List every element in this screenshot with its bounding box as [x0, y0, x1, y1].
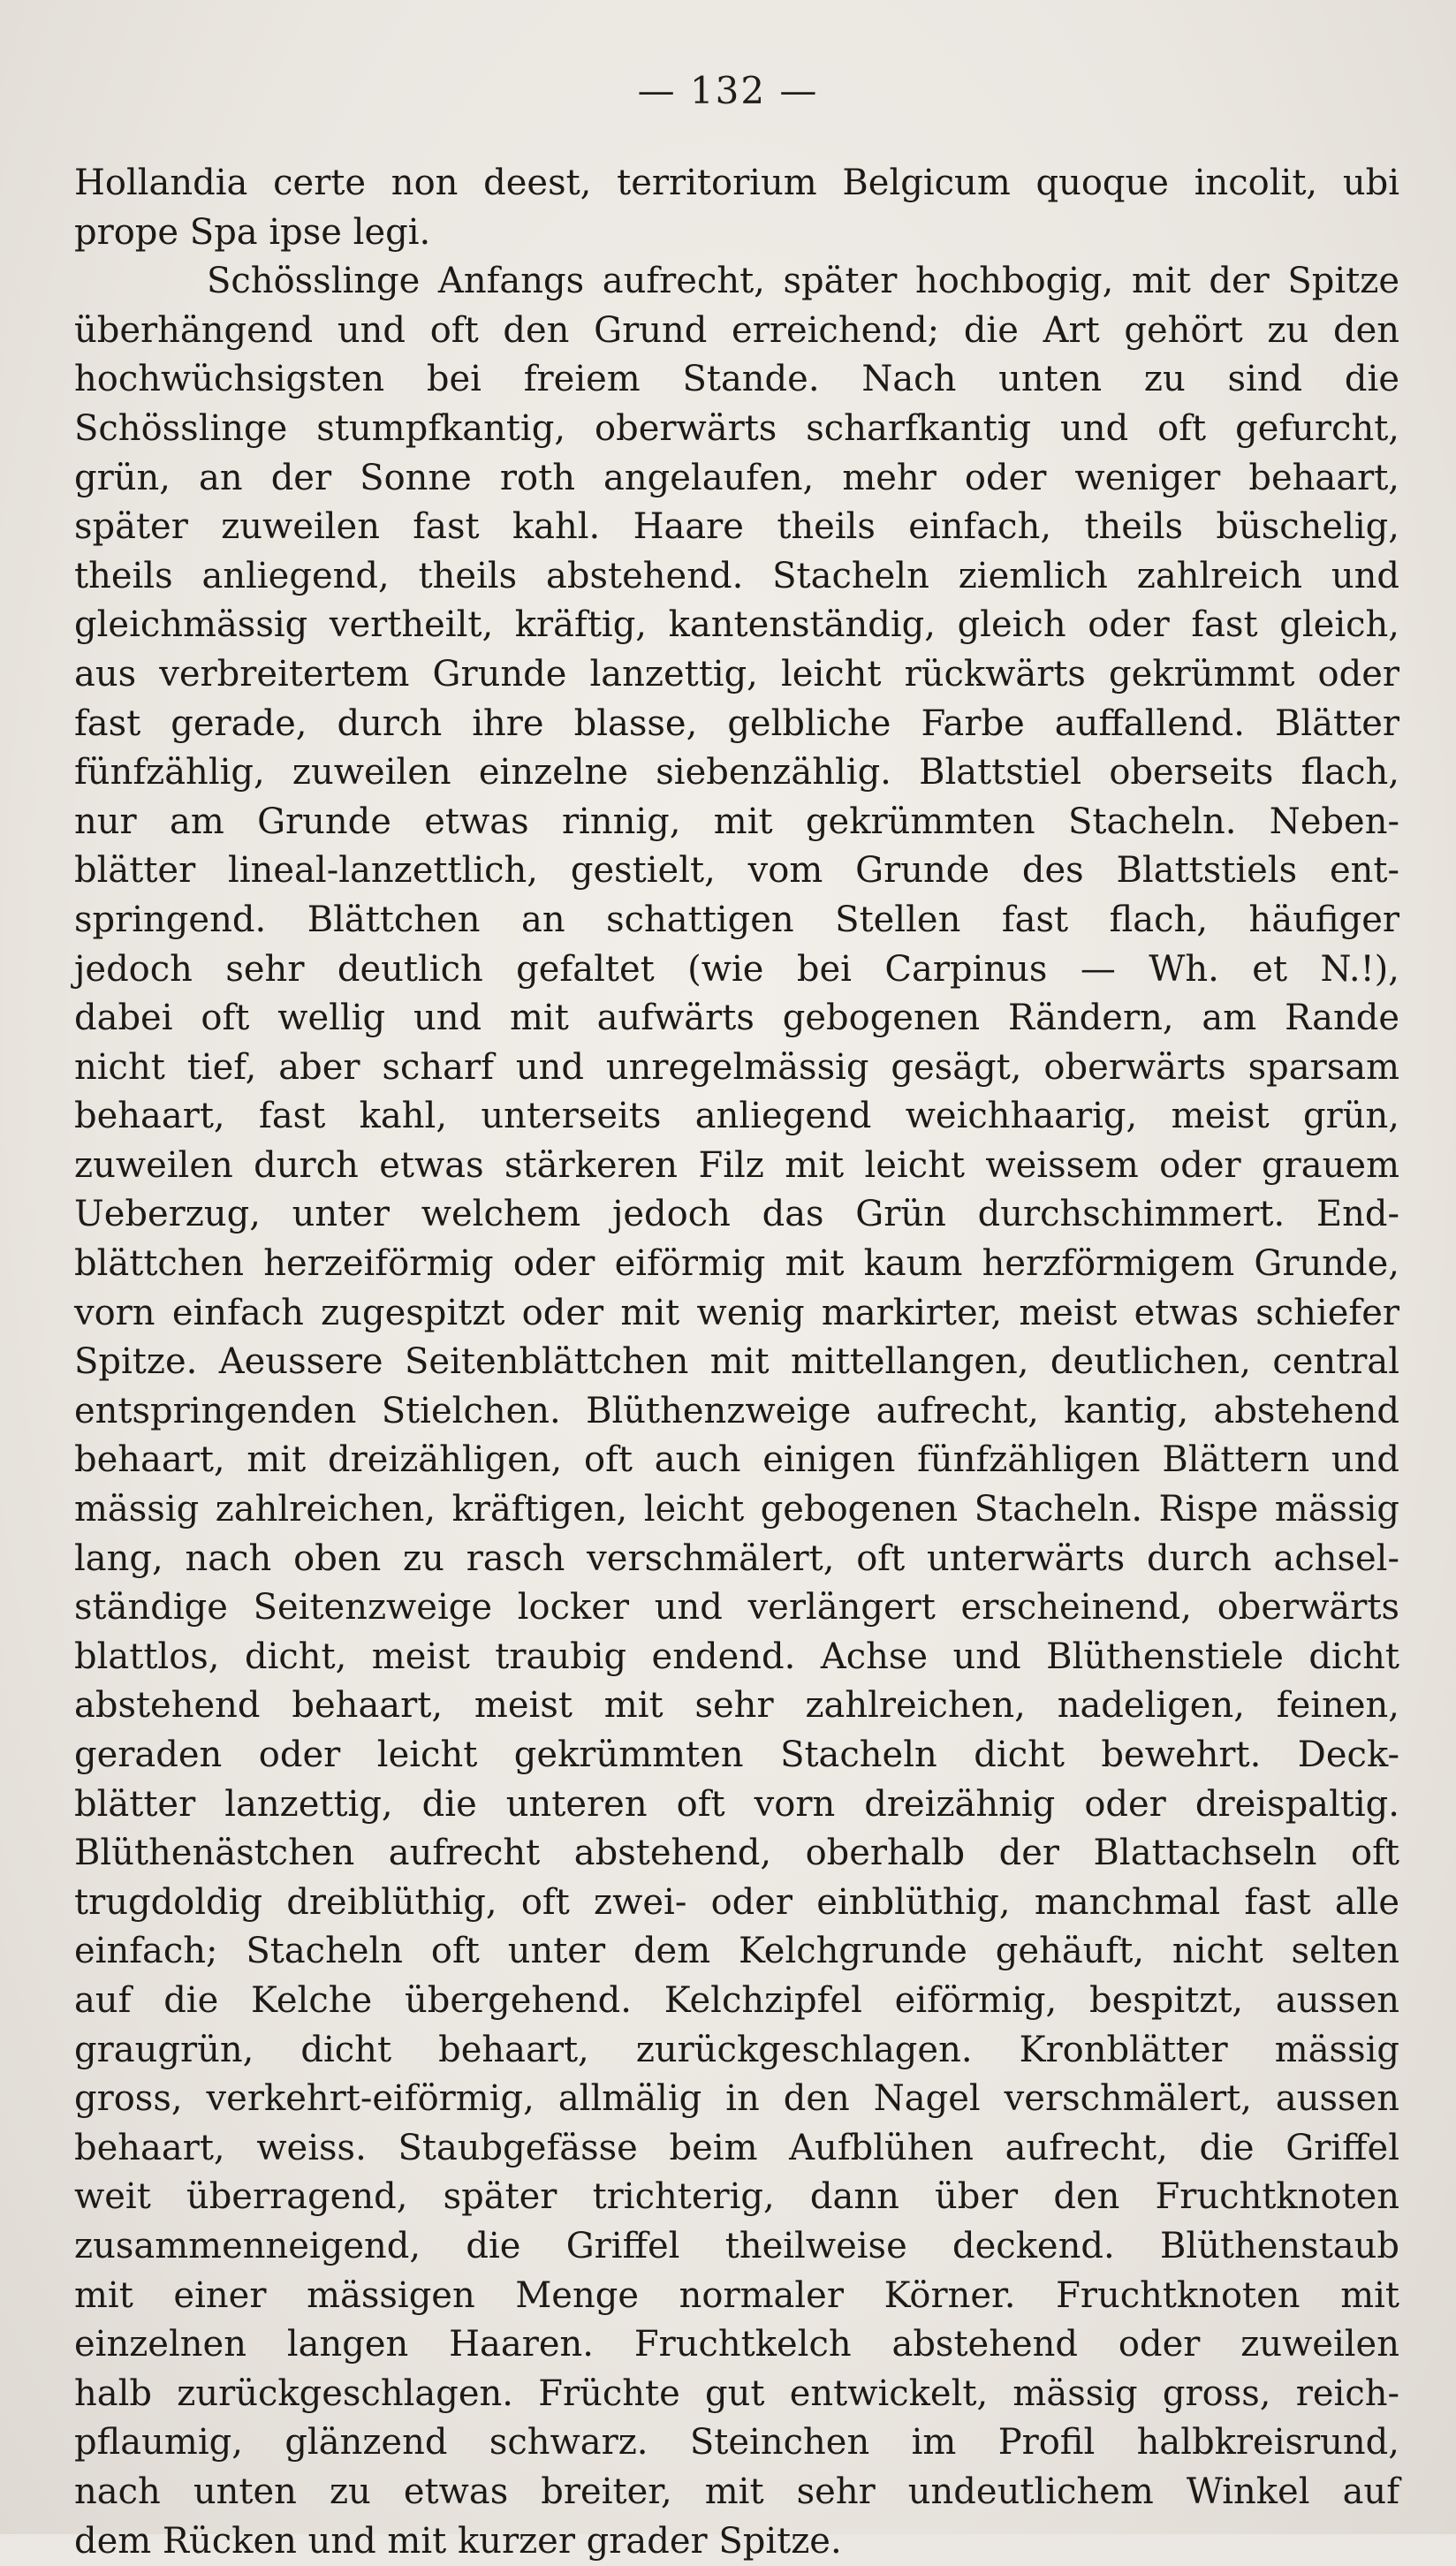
text-line: dabei oft wellig und mit aufwärts gebogenen Rändern, am Rande: [74, 994, 1399, 1044]
text-line: mit einer mässigen Menge normaler Körner. Fruchtknoten mit: [74, 2272, 1399, 2321]
text-line: zuweilen durch etwas stärkeren Filz mit leicht weissem oder grauem: [74, 1142, 1399, 1191]
text-line: auf die Kelche übergehend. Kelchzipfel eiförmig, bespitzt, aussen: [74, 1977, 1399, 2026]
text-line: überhängend und oft den Grund erreichend; die Art gehört zu den: [74, 307, 1399, 356]
text-line: graugrün, dicht behaart, zurückgeschlagen. Kronblätter mässig: [74, 2026, 1399, 2076]
text-line: abstehend behaart, meist mit sehr zahlreichen, nadeligen, feinen,: [74, 1682, 1399, 1731]
text-line: nicht tief, aber scharf und unregelmässig gesägt, oberwärts sparsam: [74, 1044, 1399, 1093]
text-line: Hollandia certe non deest, territorium Belgicum quoque incolit, ubi: [74, 159, 1399, 209]
text-line: behaart, fast kahl, unterseits anliegend weichhaarig, meist grün,: [74, 1092, 1399, 1142]
text-line: nach unten zu etwas breiter, mit sehr undeutlichem Winkel auf: [74, 2468, 1399, 2517]
text-line: jedoch sehr deutlich gefaltet (wie bei Carpinus — Wh. et N.!),: [74, 945, 1399, 995]
text-line: dem Rücken und mit kurzer grader Spitze.: [74, 2517, 1399, 2566]
text-line: gleichmässig vertheilt, kräftig, kantenständig, gleich oder fast gleich,: [74, 601, 1399, 650]
text-line: grün, an der Sonne roth angelaufen, mehr oder weniger behaart,: [74, 454, 1399, 504]
text-line: aus verbreitertem Grunde lanzettig, leicht rückwärts gekrümmt oder: [74, 650, 1399, 700]
text-line: einfach; Stacheln oft unter dem Kelchgrunde gehäuft, nicht selten: [74, 1927, 1399, 1977]
text-line: Schösslinge stumpfkantig, oberwärts scharfkantig und oft gefurcht,: [74, 405, 1399, 454]
text-line: entspringenden Stielchen. Blüthenzweige aufrecht, kantig, abstehend: [74, 1387, 1399, 1437]
text-line: geraden oder leicht gekrümmten Stacheln dicht bewehrt. Deck-: [74, 1731, 1399, 1780]
text-line: trugdoldig dreiblüthig, oft zwei- oder einblüthig, manchmal fast alle: [74, 1879, 1399, 1928]
text-line: nur am Grunde etwas rinnig, mit gekrümmten Stacheln. Neben-: [74, 798, 1399, 847]
text-line: behaart, weiss. Staubgefässe beim Aufblühen aufrecht, die Griffel: [74, 2124, 1399, 2174]
text-line: prope Spa ipse legi.: [74, 209, 1399, 258]
text-line: weit überragend, später trichterig, dann über den Fruchtknoten: [74, 2173, 1399, 2222]
text-line: ständige Seitenzweige locker und verlängert erscheinend, oberwärts: [74, 1583, 1399, 1633]
text-line: mässig zahlreichen, kräftigen, leicht gebogenen Stacheln. Rispe mässig: [74, 1485, 1399, 1535]
text-line: Schösslinge Anfangs aufrecht, später hochbogig, mit der Spitze: [74, 257, 1399, 307]
text-line: theils anliegend, theils abstehend. Stacheln ziemlich zahlreich und: [74, 552, 1399, 602]
text-line: pflaumig, glänzend schwarz. Steinchen im Profil halbkreisrund,: [74, 2418, 1399, 2468]
text-line: später zuweilen fast kahl. Haare theils einfach, theils büschelig,: [74, 503, 1399, 552]
body-text: [74, 159, 1399, 2566]
text-line: blätter lineal-lanzettlich, gestielt, vom Grunde des Blattstiels ent-: [74, 846, 1399, 896]
page-number: — 132 —: [0, 69, 1456, 112]
text-line: Blüthenästchen aufrecht abstehend, oberhalb der Blattachseln oft: [74, 1829, 1399, 1879]
text-line: gross, verkehrt-eiförmig, allmälig in den Nagel verschmälert, aussen: [74, 2075, 1399, 2124]
text-line: fast gerade, durch ihre blasse, gelbliche Farbe auffallend. Blätter: [74, 700, 1399, 749]
text-line: Ueberzug, unter welchem jedoch das Grün durchschimmert. End-: [74, 1190, 1399, 1240]
text-line: behaart, mit dreizähligen, oft auch einigen fünfzähligen Blättern und: [74, 1436, 1399, 1485]
text-line: einzelnen langen Haaren. Fruchtkelch abstehend oder zuweilen: [74, 2320, 1399, 2370]
text-line: blattlos, dicht, meist traubig endend. Achse und Blüthenstiele dicht: [74, 1633, 1399, 1682]
text-line: lang, nach oben zu rasch verschmälert, oft unterwärts durch achsel-: [74, 1535, 1399, 1584]
text-line: fünfzählig, zuweilen einzelne siebenzählig. Blattstiel oberseits flach,: [74, 748, 1399, 798]
text-line: blätter lanzettig, die unteren oft vorn dreizähnig oder dreispaltig.: [74, 1780, 1399, 1830]
text-line: Spitze. Aeussere Seitenblättchen mit mittellangen, deutlichen, central: [74, 1338, 1399, 1387]
text-line: halb zurückgeschlagen. Früchte gut entwickelt, mässig gross, reich-: [74, 2370, 1399, 2419]
text-line: hochwüchsigsten bei freiem Stande. Nach unten zu sind die: [74, 355, 1399, 405]
text-line: blättchen herzeiförmig oder eiförmig mit kaum herzförmigem Grunde,: [74, 1240, 1399, 1289]
text-line: springend. Blättchen an schattigen Stellen fast flach, häufiger: [74, 896, 1399, 945]
text-line: zusammenneigend, die Griffel theilweise deckend. Blüthenstaub: [74, 2222, 1399, 2272]
text-line: vorn einfach zugespitzt oder mit wenig markirter, meist etwas schiefer: [74, 1289, 1399, 1339]
